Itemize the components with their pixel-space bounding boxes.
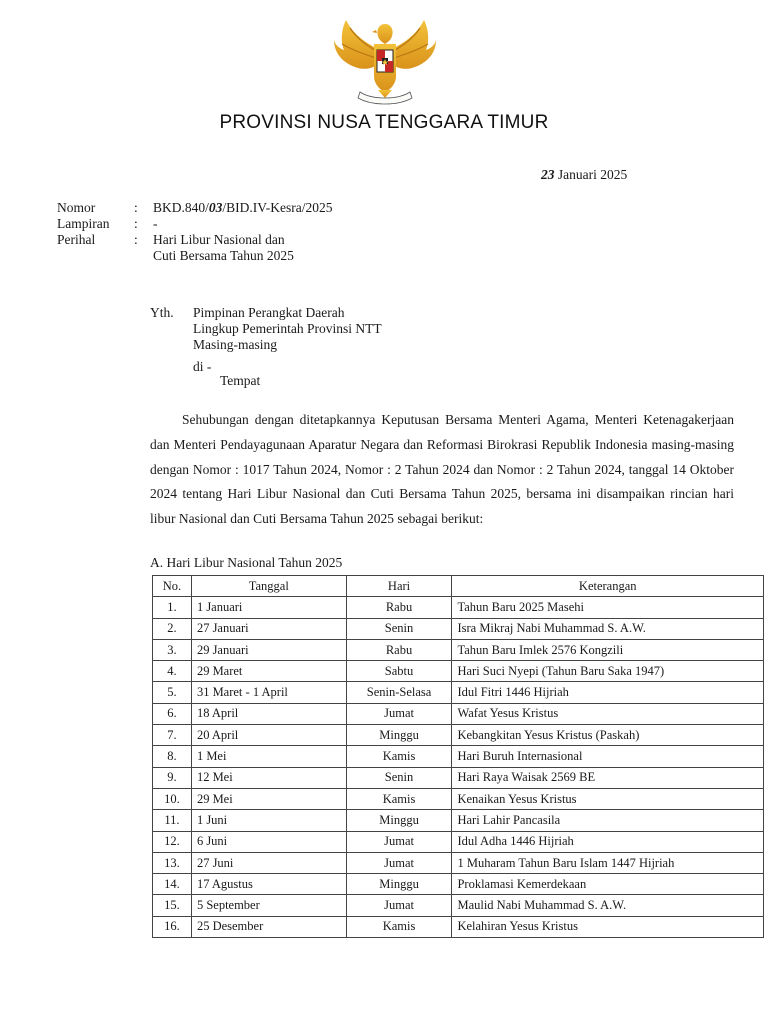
cell-keterangan: Wafat Yesus Kristus <box>452 703 764 724</box>
nomor-handwritten: 03 <box>208 200 223 215</box>
meta-row-perihal <box>57 232 453 248</box>
cell-hari: Minggu <box>346 810 452 831</box>
table-header-row <box>153 576 764 597</box>
cell-no: 11. <box>153 810 192 831</box>
meta-colon: : <box>134 216 138 231</box>
cell-hari: Sabtu <box>346 661 452 682</box>
addressee-line: Lingkup Pemerintah Provinsi NTT <box>193 321 382 336</box>
cell-tanggal: 31 Maret - 1 April <box>191 682 346 703</box>
cell-hari: Kamis <box>346 916 452 937</box>
cell-keterangan: Isra Mikraj Nabi Muhammad S. A.W. <box>452 618 764 639</box>
cell-tanggal: 29 Januari <box>191 639 346 660</box>
table-row <box>153 703 764 724</box>
table-body <box>153 597 764 938</box>
meta-value-lampiran: - <box>153 216 158 231</box>
holiday-table <box>152 575 764 938</box>
cell-hari: Senin <box>346 618 452 639</box>
cell-hari: Senin <box>346 767 452 788</box>
meta-row-perihal-cont <box>57 248 453 264</box>
cell-tanggal: 25 Desember <box>191 916 346 937</box>
cell-no: 6. <box>153 703 192 724</box>
cell-tanggal: 1 Januari <box>191 597 346 618</box>
letter-meta <box>57 200 453 264</box>
column-header-keterangan: Keterangan <box>452 576 764 597</box>
cell-hari: Senin-Selasa <box>346 682 452 703</box>
cell-no: 14. <box>153 874 192 895</box>
cell-no: 4. <box>153 661 192 682</box>
cell-keterangan: Idul Fitri 1446 Hijriah <box>452 682 764 703</box>
column-header-no: No. <box>153 576 192 597</box>
garuda-pancasila-emblem-icon <box>332 14 438 106</box>
cell-tanggal: 27 Juni <box>191 852 346 873</box>
table-row <box>153 810 764 831</box>
table-row <box>153 639 764 660</box>
meta-label: Lampiran <box>57 216 110 231</box>
cell-hari: Jumat <box>346 852 452 873</box>
cell-tanggal: 17 Agustus <box>191 874 346 895</box>
cell-keterangan: Hari Lahir Pancasila <box>452 810 764 831</box>
cell-tanggal: 5 September <box>191 895 346 916</box>
table-row <box>153 788 764 809</box>
nomor-suffix: /BID.IV-Kesra/2025 <box>222 200 333 215</box>
cell-no: 8. <box>153 746 192 767</box>
table-row <box>153 746 764 767</box>
cell-no: 2. <box>153 618 192 639</box>
table-row <box>153 916 764 937</box>
cell-keterangan: Kelahiran Yesus Kristus <box>452 916 764 937</box>
cell-no: 3. <box>153 639 192 660</box>
cell-tanggal: 20 April <box>191 725 346 746</box>
meta-label: Perihal <box>57 232 96 247</box>
column-header-tanggal: Tanggal <box>191 576 346 597</box>
cell-keterangan: 1 Muharam Tahun Baru Islam 1447 Hijriah <box>452 852 764 873</box>
meta-value-perihal-line2: Cuti Bersama Tahun 2025 <box>153 248 294 263</box>
date-rest: Januari 2025 <box>554 167 628 182</box>
cell-keterangan: Idul Adha 1446 Hijriah <box>452 831 764 852</box>
table-row <box>153 597 764 618</box>
cell-hari: Jumat <box>346 703 452 724</box>
table-row <box>153 895 764 916</box>
cell-keterangan: Hari Buruh Internasional <box>452 746 764 767</box>
cell-no: 9. <box>153 767 192 788</box>
table-row <box>153 661 764 682</box>
addressee-line: Masing-masing <box>193 337 277 352</box>
meta-value-nomor <box>153 200 453 216</box>
cell-no: 7. <box>153 725 192 746</box>
cell-tanggal: 1 Mei <box>191 746 346 767</box>
cell-tanggal: 6 Juni <box>191 831 346 852</box>
cell-keterangan: Maulid Nabi Muhammad S. A.W. <box>452 895 764 916</box>
table-row <box>153 831 764 852</box>
addressee-prefix: Yth. <box>150 305 174 320</box>
cell-keterangan: Proklamasi Kemerdekaan <box>452 874 764 895</box>
cell-hari: Jumat <box>346 895 452 916</box>
column-header-hari: Hari <box>346 576 452 597</box>
cell-hari: Kamis <box>346 746 452 767</box>
meta-colon: : <box>134 200 138 215</box>
letter-date <box>541 167 627 183</box>
cell-no: 1. <box>153 597 192 618</box>
cell-no: 13. <box>153 852 192 873</box>
cell-tanggal: 18 April <box>191 703 346 724</box>
cell-keterangan: Kebangkitan Yesus Kristus (Paskah) <box>452 725 764 746</box>
cell-no: 5. <box>153 682 192 703</box>
cell-tanggal: 29 Maret <box>191 661 346 682</box>
cell-hari: Minggu <box>346 874 452 895</box>
cell-no: 12. <box>153 831 192 852</box>
cell-keterangan: Hari Suci Nyepi (Tahun Baru Saka 1947) <box>452 661 764 682</box>
meta-row-nomor <box>57 200 453 216</box>
cell-hari: Jumat <box>346 831 452 852</box>
table-row <box>153 852 764 873</box>
cell-no: 15. <box>153 895 192 916</box>
table-row <box>153 682 764 703</box>
cell-hari: Rabu <box>346 639 452 660</box>
cell-tanggal: 1 Juni <box>191 810 346 831</box>
cell-keterangan: Tahun Baru 2025 Masehi <box>452 597 764 618</box>
cell-tanggal: 27 Januari <box>191 618 346 639</box>
cell-no: 10. <box>153 788 192 809</box>
cell-keterangan: Hari Raya Waisak 2569 BE <box>452 767 764 788</box>
meta-value-perihal: Hari Libur Nasional dan <box>153 232 285 247</box>
meta-row-lampiran <box>57 216 453 232</box>
cell-hari: Minggu <box>346 725 452 746</box>
nomor-prefix: BKD.840/ <box>153 200 209 215</box>
province-heading: PROVINSI NUSA TENGGARA TIMUR <box>219 112 549 133</box>
table-row <box>153 725 764 746</box>
meta-label: Nomor <box>57 200 96 215</box>
section-title: A. Hari Libur Nasional Tahun 2025 <box>150 555 343 570</box>
addressee-line: Pimpinan Perangkat Daerah <box>193 305 345 320</box>
cell-keterangan: Kenaikan Yesus Kristus <box>452 788 764 809</box>
table-row <box>153 874 764 895</box>
addressee-block <box>150 305 382 353</box>
addressee-di: di - <box>193 359 212 374</box>
table-row <box>153 618 764 639</box>
cell-no: 16. <box>153 916 192 937</box>
meta-colon: : <box>134 232 138 247</box>
addressee-place: Tempat <box>220 373 261 388</box>
cell-tanggal: 12 Mei <box>191 767 346 788</box>
cell-hari: Rabu <box>346 597 452 618</box>
cell-hari: Kamis <box>346 788 452 809</box>
table-row <box>153 767 764 788</box>
cell-tanggal: 29 Mei <box>191 788 346 809</box>
cell-keterangan: Tahun Baru Imlek 2576 Kongzili <box>452 639 764 660</box>
body-paragraph: Sehubungan dengan ditetapkannya Keputusan Bersama Menteri Agama, Menteri Ketenagakerjaan dan Menteri Pendayagunaan Aparatur Negara dan Reformasi Birokrasi Republik Indonesia masing-masing dengan Nomor : 1017 Tahun 2024, Nomor : 2 Tahun 2024 dan Nomor : 2 Tahun 2024, tanggal 14 Oktober 2024 tentang Hari Libur Nasional dan Cuti Bersama Tahun 2025, bersama ini disampaikan rincian hari libur Nasional dan Cuti Bersama Tahun 2025 sebagai berikut: <box>150 412 734 527</box>
date-day-handwritten: 23 <box>541 167 555 182</box>
